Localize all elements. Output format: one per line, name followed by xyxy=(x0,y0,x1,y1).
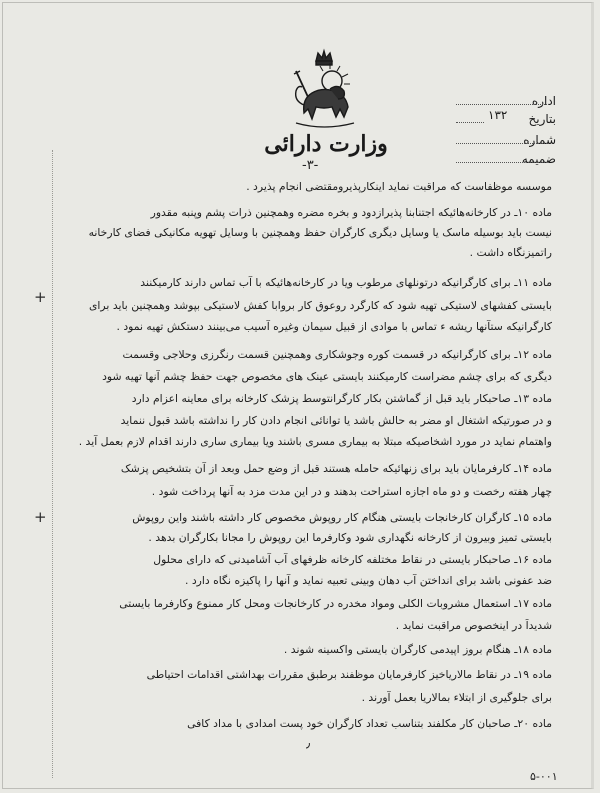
body-line: ضد عفونی باشد برای انداختن آب دهان وبینی تعبیه نماید و آنها را پاکیزه نگاه دارد . xyxy=(184,574,552,587)
number-label: شماره xyxy=(523,133,556,147)
body-line: ماده ۱۸ـ هنگام بروز اپیدمی کارگران بایستی واکسینه شوند . xyxy=(283,643,552,656)
date-dotted-line xyxy=(456,122,484,123)
body-line: کارگرانیکه ستآنها ریشه ء تماس با موادی از قبیل سیمان وغیره آسیب می‌بینند دستکش تهیه نمود . xyxy=(116,320,552,333)
body-line: ماده ۱۶ـ صاحبکار بایستی در نقاط مختلفه کارخانه ظرفهای آب آشامیدنی که دارای محلول xyxy=(153,553,552,566)
date-label: بتاریخ xyxy=(528,112,556,126)
body-line: ماده ۱۱ـ برای کارگرانیکه درتونلهای مرطوب ویا در کارخانه‌هائیکه با آب تماس دارند کارمیکنند xyxy=(140,276,552,289)
footer-mark: ٫ xyxy=(306,736,311,751)
body-line: ماده ۱۳ـ صاحبکار باید قبل از گماشتن بکار کارگرانتوسط پزشک کارخانه برای معاینه اعزام دارد xyxy=(131,392,552,405)
date-year: ۱۳۲ xyxy=(488,108,508,122)
body-line: ماده ۱۹ـ در نقاط مالاریاخیز کارفرمایان موظفند برطبق مقررات بهداشتی اقدامات احتیاطی xyxy=(146,668,552,681)
body-line: نیست باید بوسیله ماسک یا وسایل دیگری کارگران حفظ وهمچنین با وسایل تهویه مکانیکی فضای کارخانه xyxy=(88,226,552,239)
body-line: ماده ۱۵ـ کارگران کارخانجات بایستی هنگام کار روپوش مخصوص کار داشته باشند واین روپوش xyxy=(132,511,552,524)
body-line: برای جلوگیری از ابتلاء بمالاریا بعمل آورند . xyxy=(361,691,552,704)
body-line: دیگری که برای چشم مضراست کارمیکنند بایستی عینک های مخصوص جهت حفظ چشم آنها تهیه شود xyxy=(102,370,552,383)
page-number: -۳- xyxy=(302,158,319,173)
margin-plus-mark: + xyxy=(34,508,47,526)
body-line: ماده ۱۴ـ کارفرمایان باید برای زنهائیکه حامله هستند قبل از وضع حمل وبعد از آن بتشخیص پزشک xyxy=(120,462,552,475)
ministry-title: وزارت دارائی xyxy=(264,131,388,157)
margin-plus-mark: + xyxy=(34,288,47,306)
body-line: بایستی کفشهای لاستیکی تهیه شود که کارگرد روعوق کار بروابا کفش لاستیکی بپوشد وهمچنین باید برای xyxy=(88,299,552,312)
body-line: ماده ۱۷ـ استعمال مشروبات الکلی ومواد مخدره در کارخانجات ومحل کار ممنوع وکارفرما بایستی xyxy=(119,597,552,610)
body-line: بایستی تمیز وبیرون از کارخانه نگهداری شود وکارفرما این روپوش را مجانا بکارگران بدهد . xyxy=(148,531,552,544)
body-line: موسسه موظفاست که مراقبت نماید اینکارپذیرومقتضی انجام پذیرد . xyxy=(246,180,552,193)
department-label: اداره xyxy=(531,94,556,108)
lion-and-sun-emblem-icon xyxy=(282,47,366,131)
department-dotted-line xyxy=(456,104,549,105)
body-line: راتمیزنگاه داشت . xyxy=(469,246,552,259)
body-line: چهار هفته رخصت و دو ماه اجازه استراحت بدهند و در این مدت مزد به آنها پرداخت شود . xyxy=(151,485,552,498)
attachment-dotted-line xyxy=(456,162,549,163)
body-line: ماده ۲۰ـ صاحبان کار مکلفند بتناسب تعداد کارگران خود پست امدادی با مداد کافی xyxy=(187,717,552,730)
document-code: ۵-۰۰۱ xyxy=(530,770,558,783)
margin-rule xyxy=(52,150,53,778)
number-dotted-line xyxy=(456,143,549,144)
attachment-label: ضمیمه xyxy=(521,152,556,166)
body-line: و در صورتیکه اشتغال او مضر به حالش باشد یا توانائی انجام دادن کار را نداشته باشد قبول ننماید xyxy=(120,414,552,427)
body-line: ماده ۱۰ـ در کارخانه‌هائیکه اجتنابنا پذیرازدود و بخره مضره وهمچنین ذرات پشم وپنبه مقدور xyxy=(150,206,552,219)
body-line: شدیداً در اینخصوص مراقبت نماید . xyxy=(395,619,552,632)
body-line: ماده ۱۲ـ برای کارگرانیکه در قسمت کوره وجوشکاری وهمچنین قسمت رنگرزی وحلاجی وقسمت xyxy=(122,348,552,361)
body-line: واهتمام نماید در مورد اشخاصیکه مبتلا به بیماری مسری باشند ویا بیماری ساری دارند اقدام لازم بعمل آید . xyxy=(78,435,552,448)
